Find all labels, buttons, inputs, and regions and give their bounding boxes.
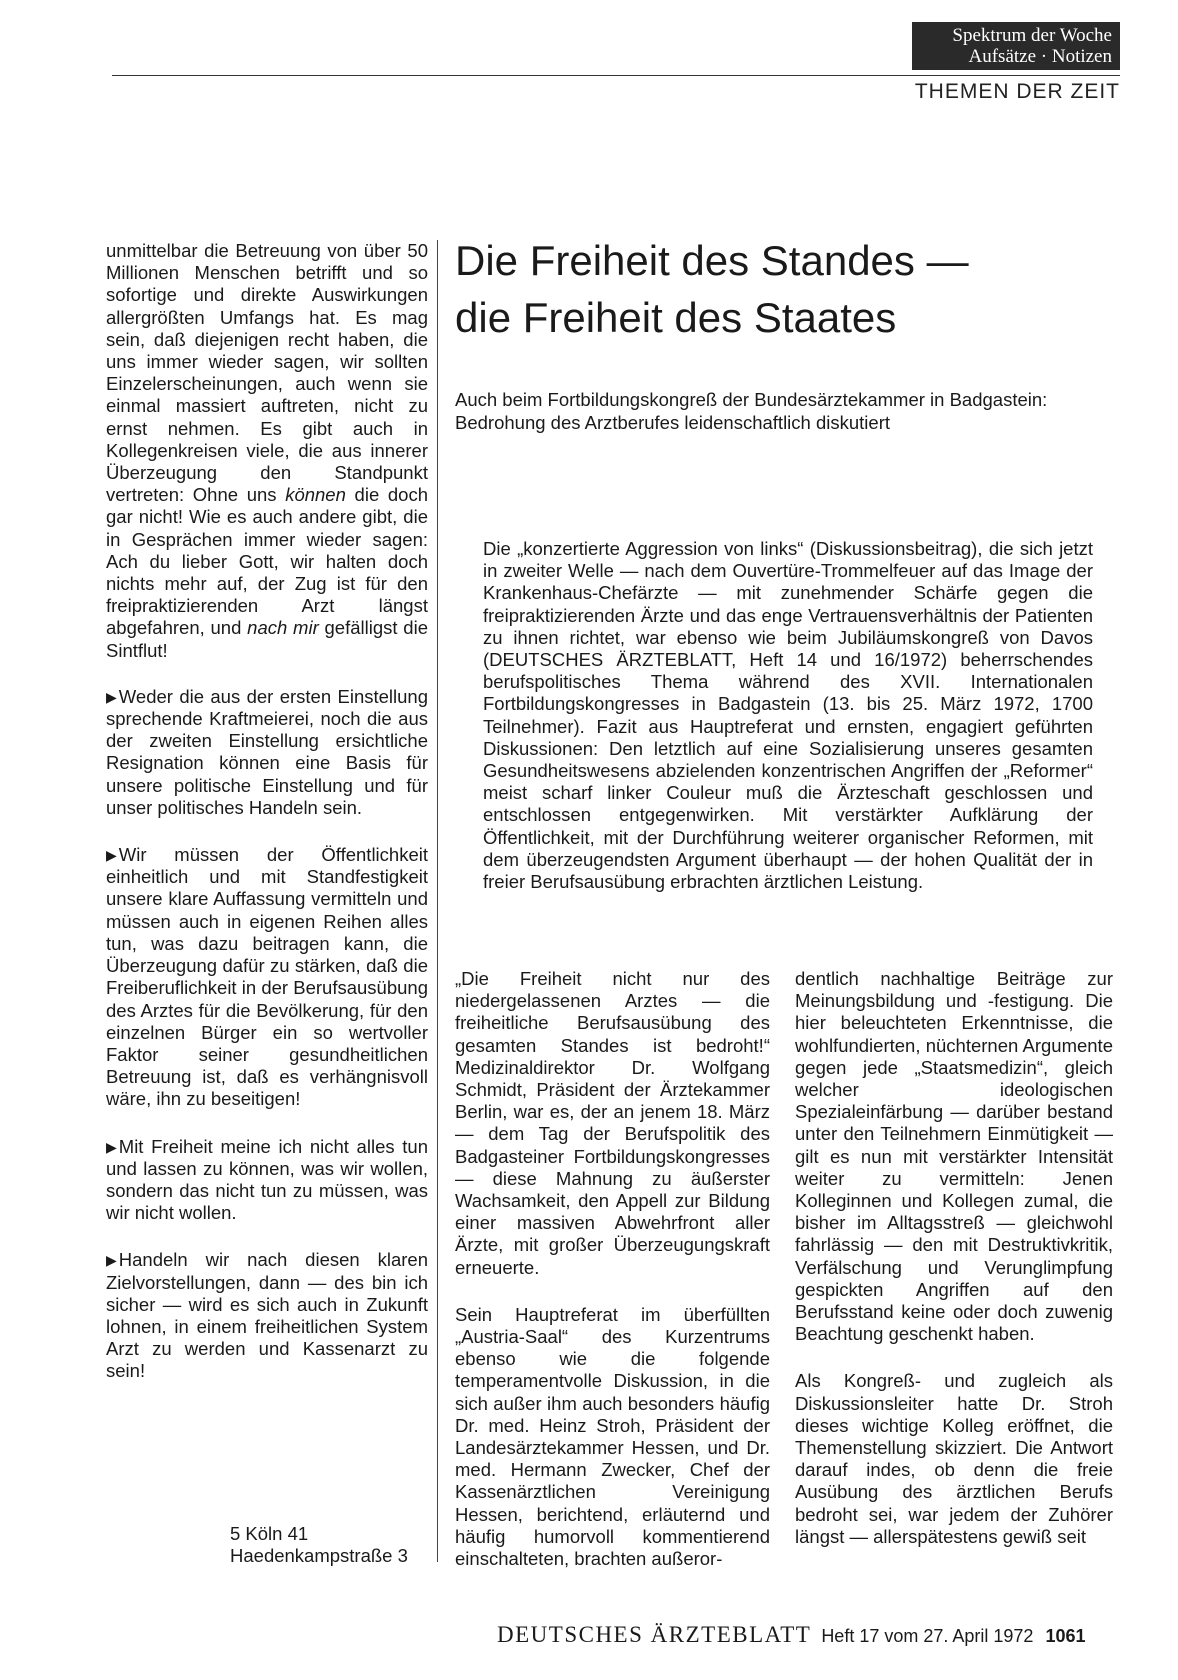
subhead-line: Auch beim Fortbildungskongreß der Bundesärztekammer in Badgastein: — [455, 389, 1048, 410]
bullet-paragraph — [106, 1249, 428, 1382]
address-line: Haedenkampstraße 3 — [230, 1545, 408, 1566]
bullet-paragraph — [106, 686, 428, 819]
page-footer — [497, 1622, 1117, 1652]
article-headline — [455, 232, 1115, 346]
text-run: unmittelbar die Betreuung von über 50 Millionen Menschen betrifft und so sofortige und direkte Auswirkungen allergrößten Umfangs hat. Es mag sein, daß diejenigen recht haben, die uns immer wieder sagen, wir sollten Einzelerscheinungen, auch wenn sie einmal massiert auftreten, nicht zu ernst nehmen. Es gibt auch in Kollegenkreisen viele, die aus innerer Überzeugung den Standpunkt vertreten: Ohne uns — [106, 240, 428, 506]
article-column-3 — [795, 968, 1113, 1573]
article-paragraph: Als Kongreß- und zugleich als Diskussionsleiter hatte Dr. Stroh dieses wichtige Kolleg eröffnet, die Themenstellung skizziert. Die Antwort darauf indes, ob denn die freie Ausübung des ärztlichen Berufs bedroht sei, war jedem der Zuhörer längst — allerspätestens gewiß seit — [795, 1370, 1113, 1547]
section-label-line1: Spektrum der Woche — [952, 25, 1112, 46]
section-label-line2: Aufsätze · Notizen — [968, 46, 1112, 67]
bullet-text: Wir müssen der Öffentlichkeit einheitlich und mit Standfestigkeit unsere klare Auffassung vermitteln und müssen auch in eigenen Reihen alles tun, was dazu beitragen kann, die Überzeugung dafür zu stärken, daß die Freiberuflichkeit in der Berufsausübung des Arztes für die Bevölkerung, für den einzelnen Bürger ein so wertvoller Faktor seiner gesundheitlichen Betreuung ist, daß es verhängnisvoll wäre, ihn zu beseitigen! — [106, 844, 428, 1110]
left-column-paragraph — [106, 240, 428, 662]
page-number: 1061 — [1045, 1626, 1086, 1646]
issue-info: Heft 17 vom 27. April 1972 — [821, 1626, 1034, 1646]
emphasis: können — [285, 484, 346, 506]
text-run: die doch gar nicht! Wie es auch andere gibt, die in Gesprächen immer wieder sagen: Ach du lieber Gott, wir halten doch nichts mehr auf, der Zug ist für den freipraktizierenden Arzt längst abgefahren, und — [106, 484, 428, 639]
triangle-bullet-icon: ▶ — [106, 847, 117, 864]
bullet-paragraph — [106, 844, 428, 1110]
address-line: 5 Köln 41 — [230, 1523, 309, 1544]
text-run: gefälligst die Sintflut! — [106, 617, 428, 661]
article-paragraph: „Die Freiheit nicht nur des niedergelassenen Arztes — die freiheitliche Berufsausübung des gesamten Standes ist bedroht!“ Medizinaldirektor Dr. Wolfgang Schmidt, Präsident der Ärztekammer Berlin, war es, der an jenem 18. März — dem Tag der Berufspolitik des Badgasteiner Fortbildungskongresses — diese Mahnung zu äußerster Wachsamkeit, den Appell zur Bildung einer massiven Abwehrfront aller Ärzte, mit großer Überzeugungskraft erneuerte. — [455, 968, 770, 1278]
magazine-title: DEUTSCHES ÄRZTEBLATT — [497, 1622, 812, 1647]
article-lead: Die „konzertierte Aggression von links“ (Diskussionsbeitrag), die sich jetzt in zweiter Welle — nach dem Ouvertüre-Trommelfeuer auf das Image der Krankenhaus-Chefärzte — mit zunehmender Schärfe gegen die freipraktizierenden Ärzte und das enge Vertrauensverhältnis der Patienten zu ihnen richtet, war ebenso wie beim Jubiläumskongreß von Davos (DEUTSCHES ÄRZTEBLATT, Heft 14 und 16/1972) beherrschendes berufspolitisches Thema während des XVII. Internationalen Fortbildungskongresses in Badgastein (13. bis 25. März 1972, 1700 Teilnehmer). Fazit aus Hauptreferat und ernsten, engagiert geführten Diskussionen: Den letztlich auf eine Sozialisierung unseres gesamten Gesundheitswesens abzielenden konzentrischen Angriffen der „Reformer“ meist scharf linker Couleur muß die Ärzteschaft geschlossen und entschlossen entgegenwirken. Mit verstärkter Aufklärung der Öffentlichkeit, mit der Durchführung weiterer organischer Reformen, mit dem überzeugendsten Argument überhaupt — der hohen Qualität der in freier Berufsausübung erbrachten ärztlichen Leistung. — [483, 538, 1093, 893]
bullet-text: Weder die aus der ersten Einstellung sprechende Kraftmeierei, noch die aus der zweiten Einstellung ersichtliche Resignation können eine Basis für unsere politische Einstellung und für unser politisches Handeln sein. — [106, 685, 428, 818]
article-paragraph: Sein Hauptreferat im überfüllten „Austria-Saal“ des Kurzentrums ebenso wie die folgende temperamentvolle Diskussion, in die sich außer ihm auch besonders häufig Dr. med. Heinz Stroh, Präsident der Landesärztekammer Hessen, und Dr. med. Hermann Zwecker, Chef der Kassenärztlichen Vereinigung Hessen, berichtend, erläuternd und häufig humorvoll kommentierend einschalteten, brachten außeror- — [455, 1303, 770, 1570]
headline-line: Die Freiheit des Standes — — [455, 237, 969, 284]
article-paragraph: dentlich nachhaltige Beiträge zur Meinungsbildung und -festigung. Die hier beleuchteten Erkenntnisse, die wohlfundierten, nüchternen Argumente gegen jede „Staatsmedizin“, gleich welcher ideologischen Spezialeinfärbung — darüber bestand unter den Teilnehmern Einmütigkeit — gilt es nun mit verstärkter Intensität weiter zu vermitteln: Jenen Kolleginnen und Kollegen zumal, die bisher im Alltagsstreß — gleichwohl fahrlässig — den mit Destruktivkritik, Verfälschung und Verunglimpfung gespickten Angriffen auf den Berufsstand keine oder doch zuwenig Beachtung geschenkt haben. — [795, 968, 1113, 1345]
bullet-paragraph — [106, 1136, 428, 1225]
bullet-text: Mit Freiheit meine ich nicht alles tun und lassen zu können, was wir wollen, sondern das nicht tun zu müssen, was wir nicht wollen. — [106, 1135, 428, 1224]
section-label-box — [912, 22, 1120, 70]
headline-line: die Freiheit des Staates — [455, 294, 897, 341]
triangle-bullet-icon: ▶ — [106, 688, 117, 705]
triangle-bullet-icon: ▶ — [106, 1252, 117, 1269]
category-label: THEMEN DER ZEIT — [914, 80, 1120, 103]
column-divider — [437, 240, 438, 1562]
header-rule — [112, 75, 1120, 76]
author-address — [230, 1523, 430, 1567]
bullet-text: Handeln wir nach diesen klaren Zielvorstellungen, dann — des bin ich sicher — wird es sich auch in Zukunft lohnen, in einem freiheitlichen System Arzt zu werden und Kassenarzt zu sein! — [106, 1249, 428, 1382]
article-column-2 — [455, 968, 770, 1595]
left-column — [106, 240, 428, 1408]
emphasis: nach mir — [247, 617, 319, 639]
subhead-line: Bedrohung des Arztberufes leidenschaftlich diskutiert — [455, 412, 891, 433]
triangle-bullet-icon: ▶ — [106, 1138, 117, 1155]
article-subheadline — [455, 388, 1115, 434]
